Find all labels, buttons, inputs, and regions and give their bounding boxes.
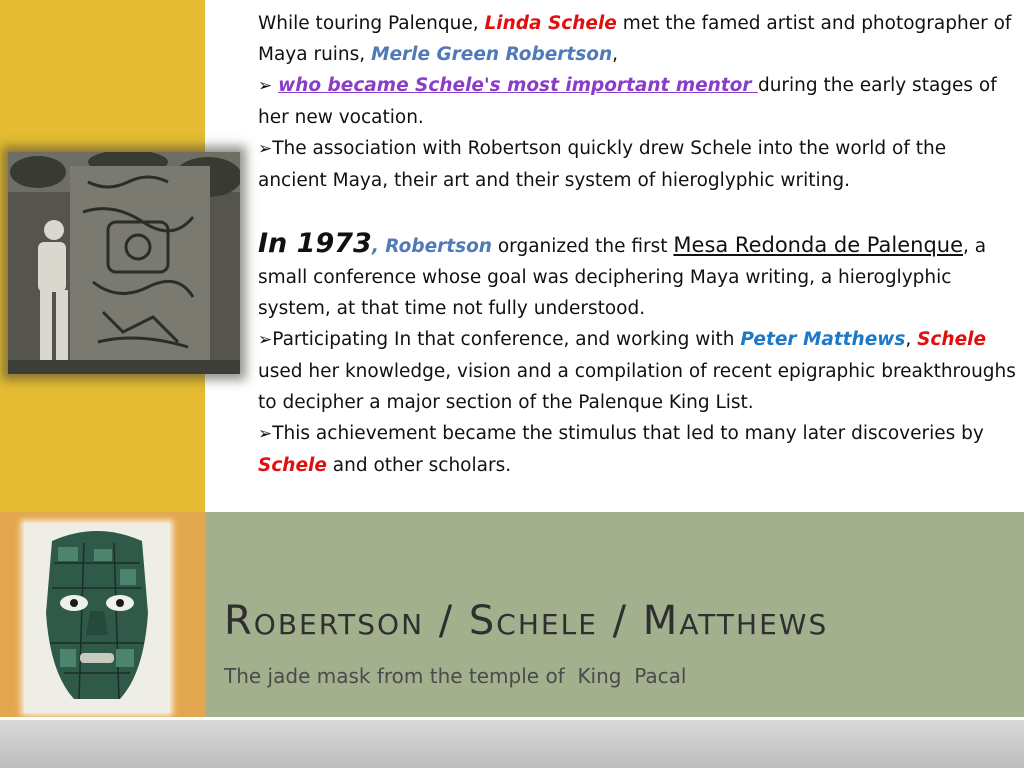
bullet-mentor (258, 70, 1018, 133)
mentor-link[interactable]: who became Schele's most important mentor (278, 75, 758, 96)
name-peter-matthews: Peter Matthews (740, 329, 906, 350)
bullet-association (258, 133, 1018, 196)
paragraph-1973 (258, 228, 1018, 324)
mesa-redonda-link[interactable]: Mesa Redonda de Palenque (673, 233, 963, 257)
name-merle-green-robertson: Merle Green Robertson (371, 44, 613, 65)
name-schele: Schele (917, 329, 987, 350)
paragraph-intro (258, 8, 1018, 70)
jade-mask-image (24, 523, 170, 713)
name-schele: Schele (258, 455, 327, 476)
arrow-bullet-icon: ➢ (258, 330, 273, 350)
text-span: While touring Palenque, (258, 13, 485, 34)
name-linda-schele: Linda Schele (484, 13, 617, 34)
arrow-bullet-icon: ➢ (258, 424, 273, 444)
text-span: , (905, 329, 918, 350)
arrow-bullet-icon: ➢ (258, 139, 273, 159)
text-span: organized the first (491, 236, 674, 257)
text-span: met the famed artist and photographer of Maya ruins, (258, 13, 1012, 65)
text-span: , a small conference whose goal was deciphering Maya writing, a hieroglyphic system, at that time not fully understood. (258, 236, 987, 319)
slide-subtitle: The jade mask from the temple of King Pacal (224, 664, 687, 688)
bullet-achievement (258, 418, 1018, 481)
arrow-bullet-icon: ➢ (258, 76, 273, 96)
year-heading: In 1973 (258, 228, 372, 259)
footer-band (0, 720, 1024, 768)
slide-body-text (258, 8, 1018, 481)
text-span: This achievement became the stimulus that led to many later discoveries by (272, 423, 984, 444)
text-span: Participating In that conference, and working with (272, 329, 741, 350)
text-span: The association with Robertson quickly drew Schele into the world of the ancient Maya, their art and their system of hieroglyphic writing. (258, 138, 947, 191)
text-span: , (371, 236, 386, 257)
text-span: and other scholars. (326, 455, 512, 476)
text-span: used her knowledge, vision and a compilation of recent epigraphic breakthroughs to decipher a major section of the Palenque King List. (258, 361, 1016, 413)
text-span: , (612, 44, 619, 65)
bullet-conference (258, 324, 1018, 418)
text-span: during the early stages of her new vocation. (258, 75, 997, 128)
name-robertson: Robertson (385, 236, 492, 257)
robertson-stela-photo (8, 152, 240, 374)
slide-title: Robertson / Schele / Matthews (224, 598, 829, 644)
spacer (258, 196, 1018, 228)
